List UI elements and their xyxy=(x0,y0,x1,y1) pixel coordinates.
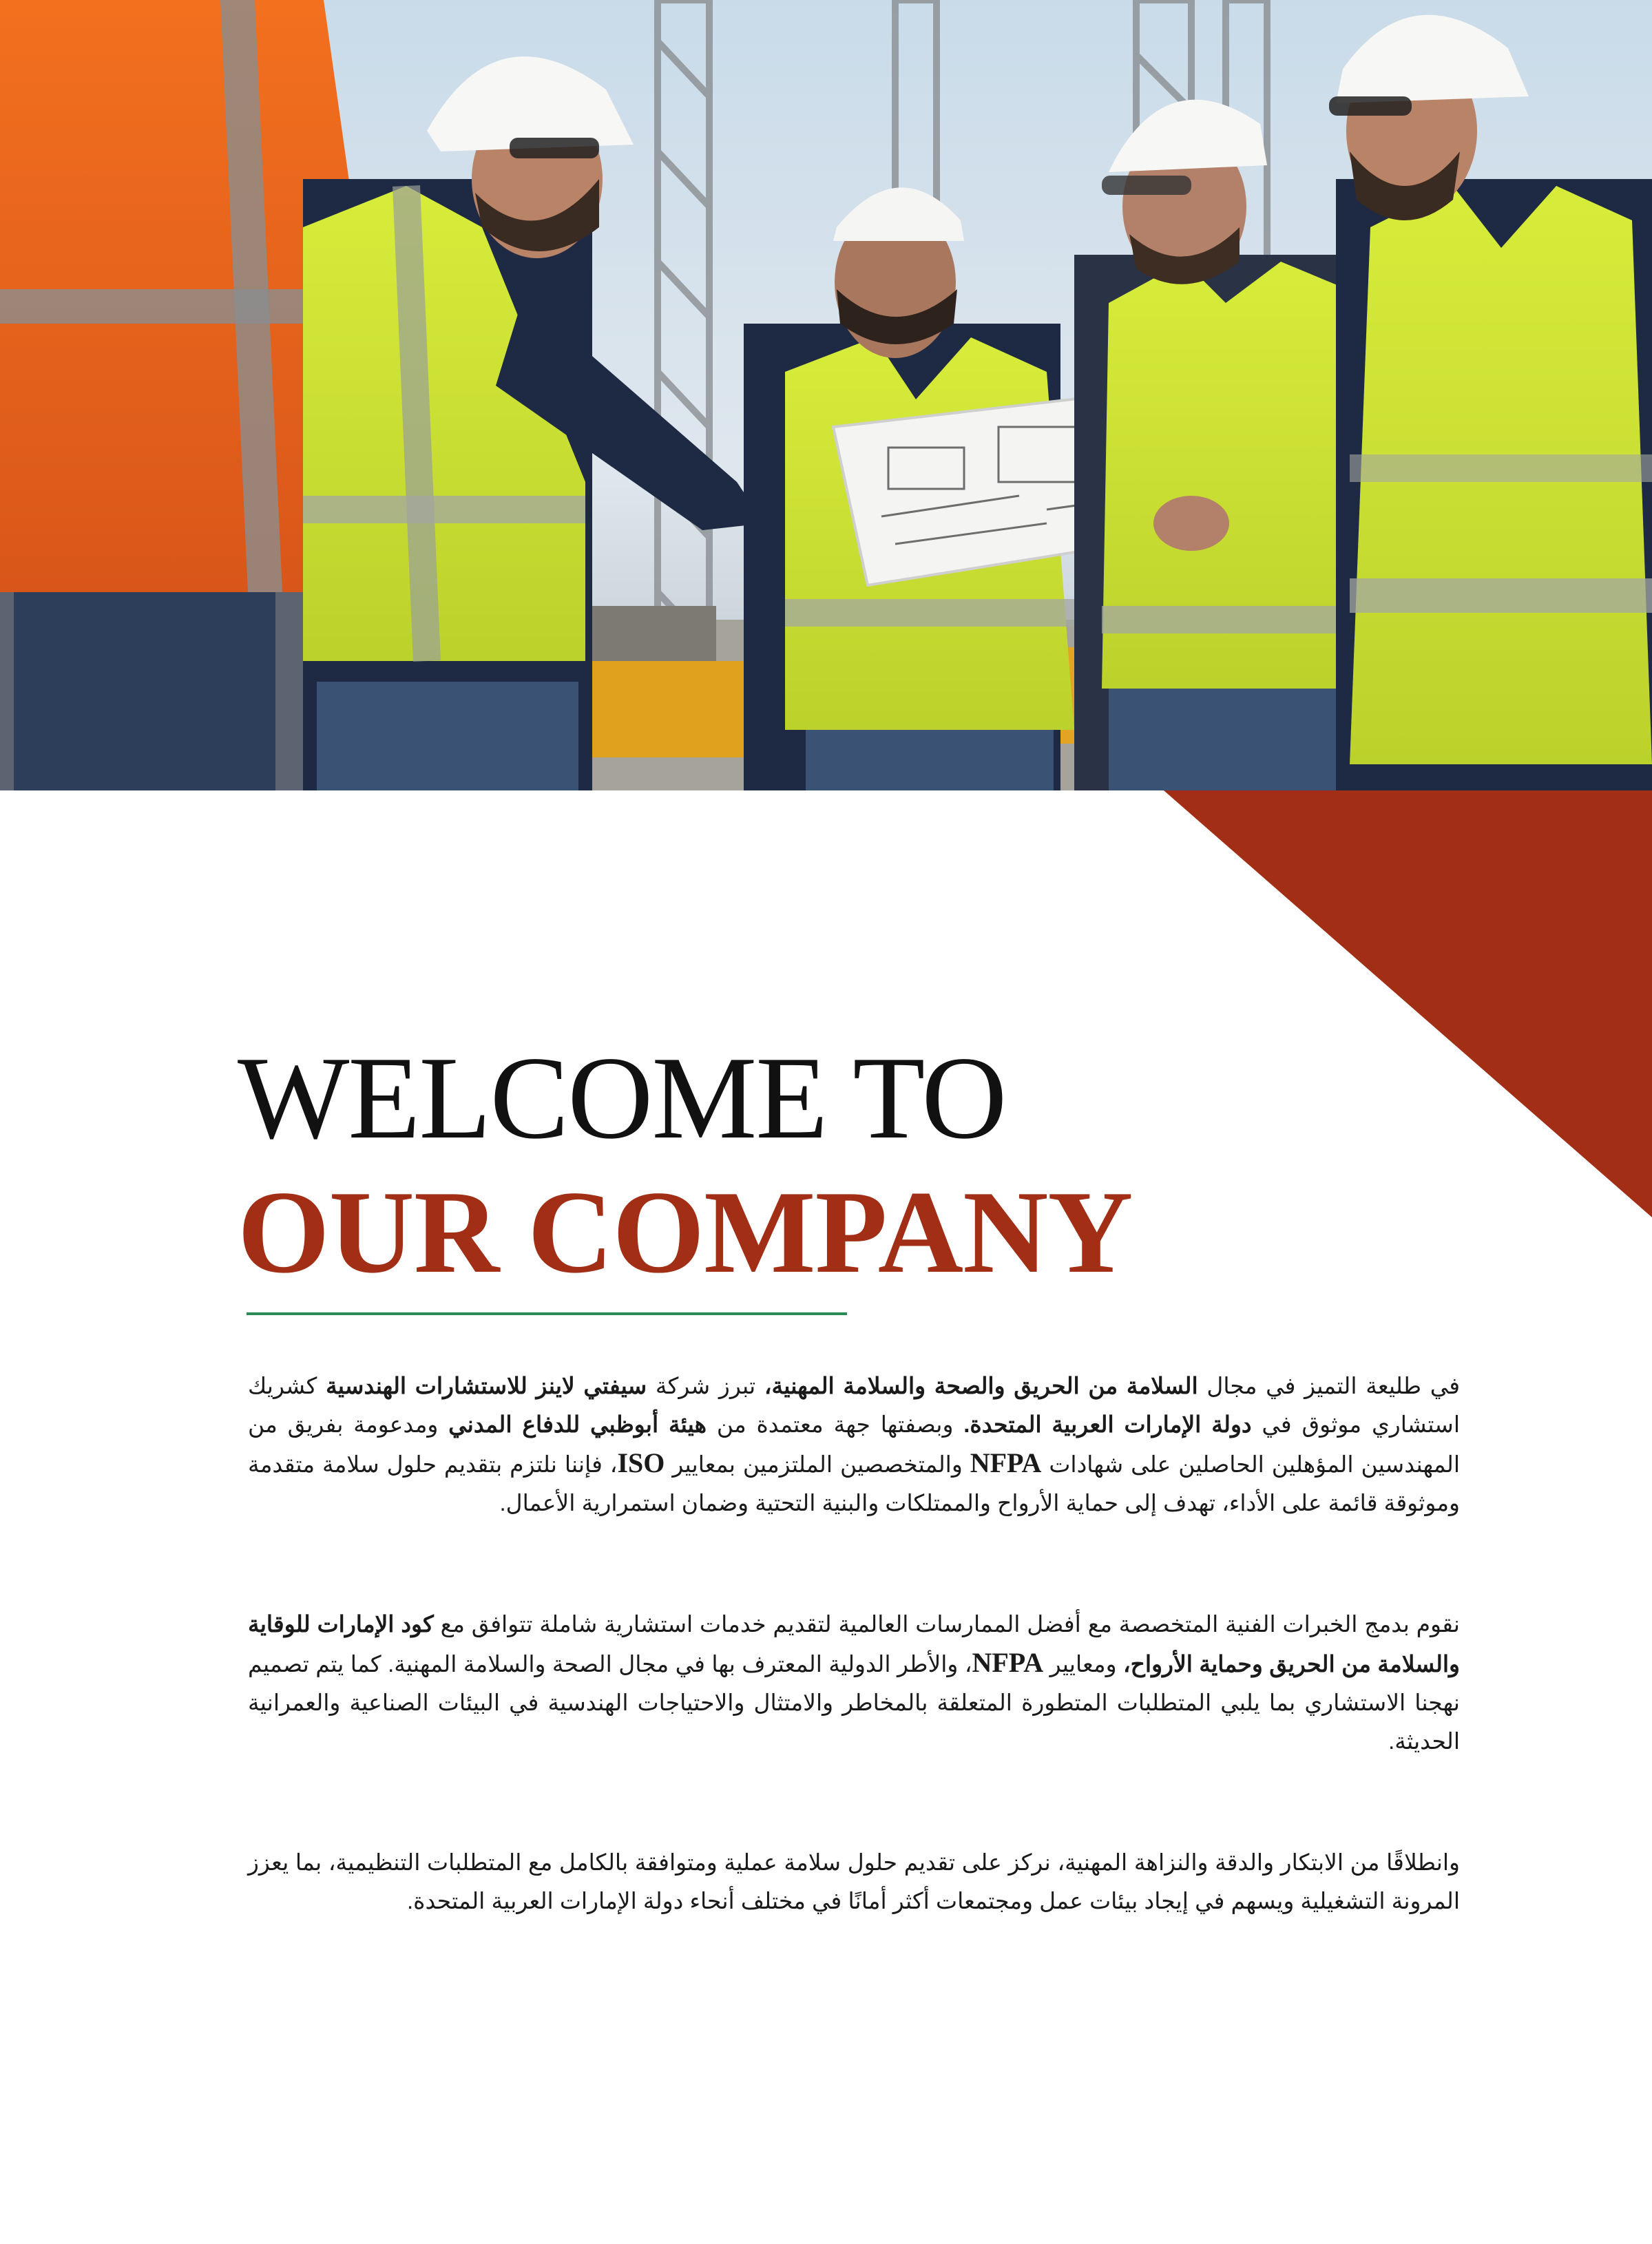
text-run: ، والأطر الدولية المعترف بها في مجال الصحة والسلامة المهنية. كما يتم تصميم نهجنا الاستشاري بما يلبي المتطلبات المتطورة المتعلقة بالمخاطر والامتثال والاحتياجات الهندسية في البيئات الصناعية والعمرانية الحديثة. xyxy=(248,1651,1460,1754)
text-run: ومدعومة بفريق من المهندسين المؤهلين الحاصلين على شهادات xyxy=(248,1412,1460,1477)
nfpa-label: NFPA xyxy=(972,1647,1044,1678)
bold-run: هيئة أبوظبي للدفاع المدني xyxy=(448,1412,707,1437)
hero-photo xyxy=(0,0,1652,790)
bold-run: كود الإمارات للوقاية والسلامة من الحريق وحماية الأرواح، xyxy=(248,1611,1460,1677)
paragraph-innovation xyxy=(248,1843,1460,1920)
heading-divider xyxy=(247,1312,847,1315)
paragraph-intro xyxy=(248,1367,1460,1522)
nfpa-label: NFPA xyxy=(970,1447,1042,1478)
heading-line-company: OUR COMPANY xyxy=(238,1167,1133,1298)
company-name: سيفتي لاينز للاستشارات الهندسية xyxy=(326,1373,647,1398)
body-text xyxy=(248,1367,1460,2003)
text-run: كشريك استشاري موثوق في xyxy=(248,1373,1460,1437)
text-run: نقوم بدمج الخبرات الفنية المتخصصة مع أفضل الممارسات العالمية لتقديم خدمات استشارية شاملة تتوافق مع xyxy=(433,1611,1460,1637)
text-run: ومعايير xyxy=(1043,1651,1123,1677)
heading-line-welcome: WELCOME TO xyxy=(238,1033,1006,1164)
text-run: تبرز شركة xyxy=(647,1373,764,1398)
bold-run: دولة الإمارات العربية المتحدة. xyxy=(963,1412,1252,1437)
bold-run: السلامة من الحريق والصحة والسلامة المهنية، xyxy=(764,1373,1198,1398)
hero-photo-illustration xyxy=(0,0,1652,790)
text-run: والمتخصصين الملتزمين بمعايير xyxy=(665,1451,970,1477)
text-run: وانطلاقًا من الابتكار والدقة والنزاهة المهنية، نركز على تقديم حلول سلامة عملية ومتوافقة بالكامل مع المتطلبات التنظيمية، بما يعزز المرونة التشغيلية ويسهم في إيجاد بيئات عمل ومجتمعات أكثر أمانًا في مختلف أنحاء دولة الإمارات العربية المتحدة. xyxy=(248,1849,1460,1913)
paragraph-expertise xyxy=(248,1605,1460,1761)
text-run: ، فإننا نلتزم بتقديم حلول سلامة متقدمة وموثوقة قائمة على الأداء، تهدف إلى حماية الأرواح والممتلكات والبنية التحتية وضمان استمرارية الأعمال. xyxy=(248,1451,1460,1516)
text-run: في طليعة التميز في مجال xyxy=(1198,1373,1460,1398)
page-heading xyxy=(238,1033,1408,1301)
iso-label: ISO xyxy=(617,1447,665,1478)
text-run: وبصفتها جهة معتمدة من xyxy=(707,1412,964,1437)
